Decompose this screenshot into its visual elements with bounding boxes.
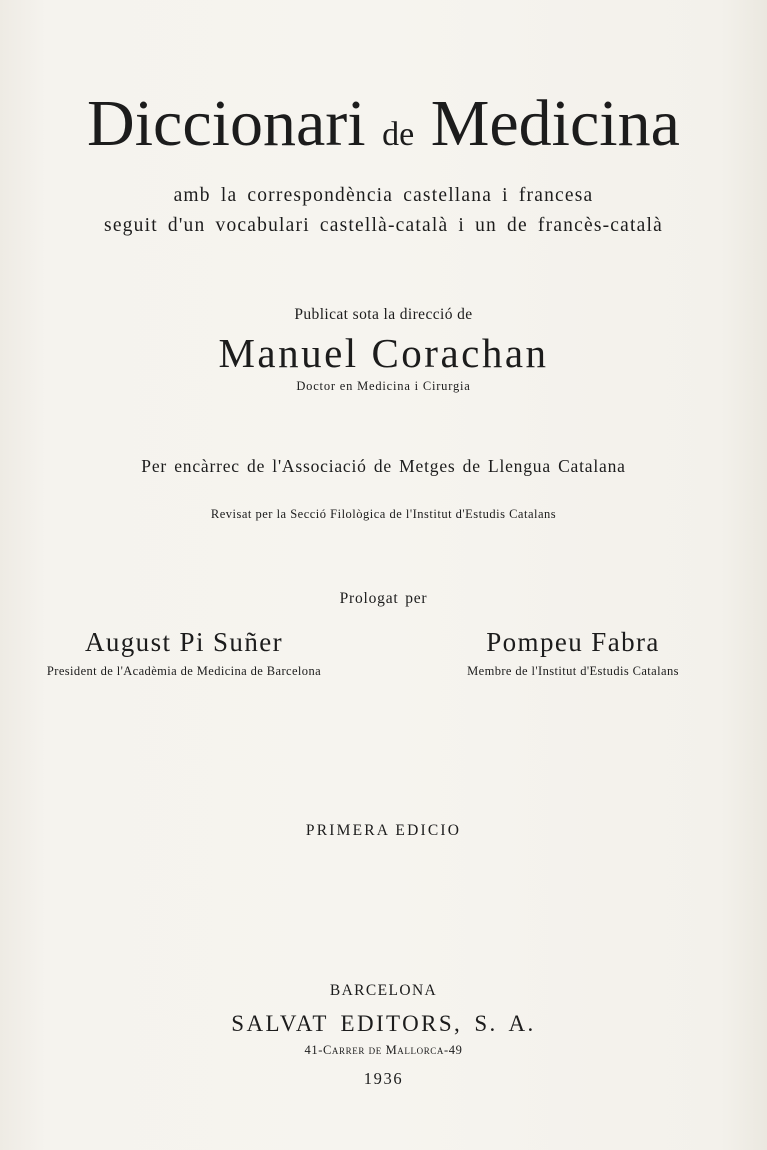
imprint-year: 1936: [363, 1069, 404, 1088]
imprint-publisher: SALVAT EDITORS, S. A.: [231, 1011, 536, 1036]
imprint-city: BARCELONA: [329, 982, 438, 999]
author-name: Manuel Corachan: [218, 330, 549, 376]
prologue-left-role: President de l'Acadèmia de Medicina de Barcelona: [46, 664, 322, 678]
title-connector: de: [382, 116, 415, 153]
book-title: [0, 84, 767, 175]
prologue-label: Prologat per: [339, 590, 428, 607]
prologue-right-role: Membre de l'Institut d'Estudis Catalans: [467, 664, 679, 678]
prologue-author-left: [14, 624, 354, 680]
prologue-right-name: Pompeu Fabra: [486, 627, 660, 657]
subtitle-line-1: amb la correspondència castellana i francesa: [173, 185, 594, 206]
imprint-address: 41-Carrer de Mallorca-49: [304, 1043, 463, 1057]
edition-text: PRIMERA EDICIO: [305, 822, 462, 839]
title-part-2: Medicina: [430, 87, 680, 160]
subtitle-line-2: seguit d'un vocabulari castellà-català i un de francès-català: [104, 215, 663, 236]
prologue-author-right: [430, 624, 716, 680]
commission-text: Per encàrrec de l'Associació de Metges de Llengua Catalana: [141, 456, 626, 476]
author-role: Doctor en Medicina i Cirurgia: [296, 379, 471, 393]
prologue-left-name: August Pi Suñer: [84, 627, 284, 657]
revision-text: Revisat per la Secció Filològica de l'Institut d'Estudis Catalans: [210, 507, 557, 521]
direction-label: Publicat sota la direcció de: [294, 306, 473, 323]
title-part-1: Diccionari: [87, 87, 366, 160]
